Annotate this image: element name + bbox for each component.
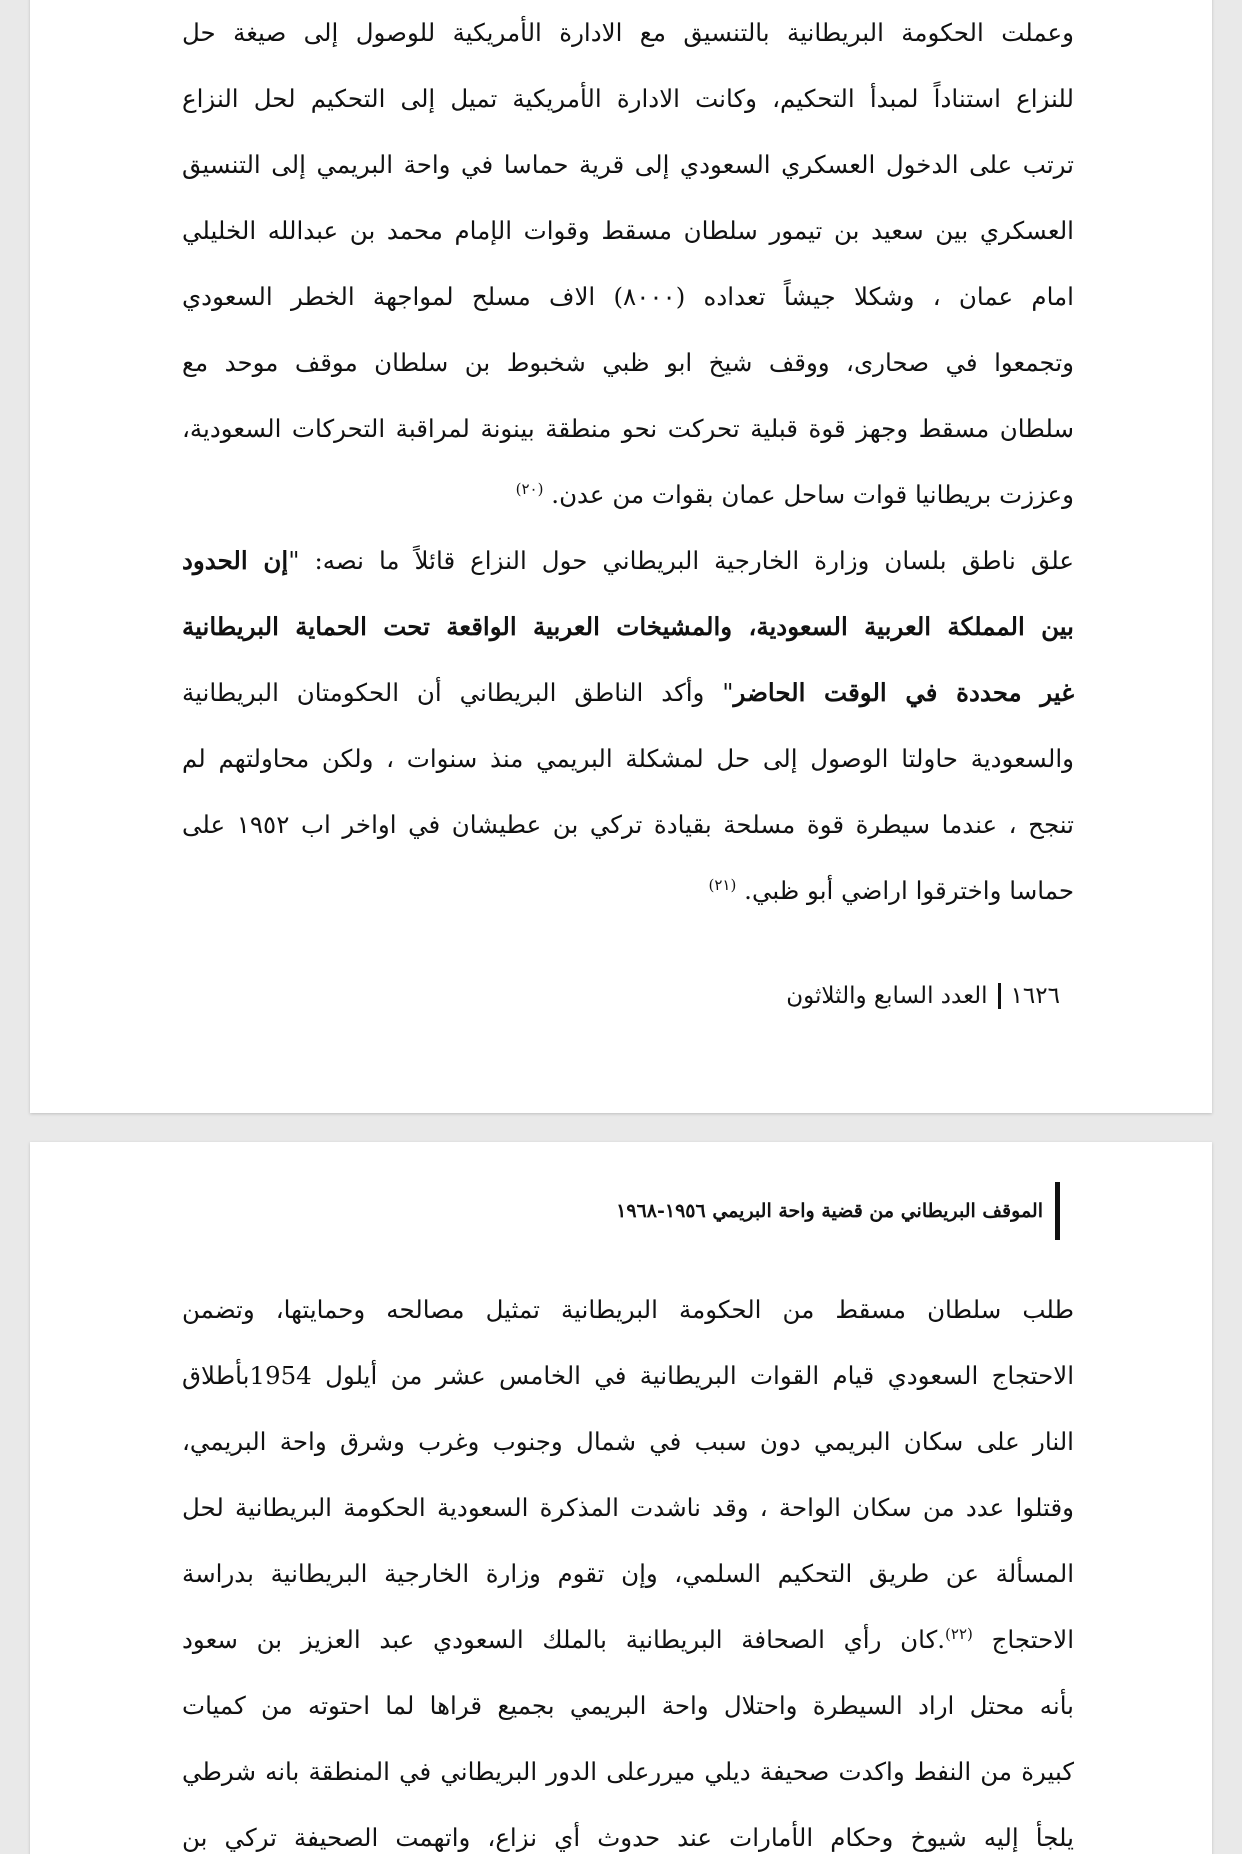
text-line: وعملت الحكومة البريطانية بالتنسيق مع الادارة الأمريكية للوصول إلى صيغة حل <box>182 18 1074 47</box>
text-line <box>182 462 1074 528</box>
text-line: يلجأ إليه شيوخ وحكام الأمارات عند حدوث أي نزاع، واتهمت الصحيفة تركي بن <box>182 1823 1074 1852</box>
line-text: الاحتجاج <box>991 1625 1074 1654</box>
page-number: ١٦٢٦ <box>1010 983 1060 1009</box>
footer-divider <box>998 983 1001 1009</box>
text-line <box>182 660 1074 726</box>
line-text: " وأكد الناطق البريطاني أن الحكومتان البريطانية <box>182 678 734 707</box>
text-line: المسألة عن طريق التحكيم السلمي، وإن تقوم وزارة الخارجية البريطانية بدراسة <box>182 1559 1074 1588</box>
quoted-bold-line: بين المملكة العربية السعودية، والمشيخات العربية الواقعة تحت الحماية البريطانية <box>182 612 1074 641</box>
page-footer <box>786 983 1060 1009</box>
text-line: بأنه محتل اراد السيطرة واحتلال واحة البريمي بجميع قراها لما احتوته من كميات <box>182 1691 1074 1720</box>
footnote-marker: (٢١) <box>708 875 737 894</box>
text-line: كبيرة من النفط واكدت صحيفة ديلي ميررعلى الدور البريطاني في المنطقة بانه شرطي <box>182 1757 1074 1786</box>
line-text: .كان رأي الصحافة البريطانية بالملك السعودي عبد العزيز بن سعود <box>182 1625 946 1654</box>
page-2-body-text <box>182 1277 1074 1854</box>
footnote-marker: (٢٢) <box>945 1624 973 1643</box>
text-line: وقتلوا عدد من سكان الواحة ، وقد ناشدت المذكرة السعودية الحكومة البريطانية لحل <box>182 1493 1074 1522</box>
text-line <box>182 528 1074 594</box>
running-head <box>616 1182 1060 1240</box>
text-line: سلطان مسقط وجهز قوة قبلية تحركت نحو منطقة بينونة لمراقبة التحركات السعودية، <box>182 414 1074 443</box>
text-line: العسكري بين سعيد بن تيمور سلطان مسقط وقوات الإمام محمد بن عبدالله الخليلي <box>182 216 1074 245</box>
line-text: حماسا واخترقوا اراضي أبو ظبي. <box>744 876 1074 905</box>
page-1-body-text <box>182 0 1074 924</box>
footnote-marker: (٢٠) <box>515 479 544 498</box>
text-line: النار على سكان البريمي دون سبب في شمال وجنوب وغرب وشرق واحة البريمي، <box>182 1427 1074 1456</box>
text-line: امام عمان ، وشكلا جيشاً تعداده (٨٠٠٠) الاف مسلح لمواجهة الخطر السعودي <box>182 282 1074 311</box>
text-line: تنجح ، عندما سيطرة قوة مسلحة بقيادة تركي بن عطيشان في اواخر اب ١٩٥٢ على <box>182 810 1074 839</box>
running-head-title: الموقف البريطاني من قضية واحة البريمي ١٩٥٦-١٩٦٨ <box>616 1200 1043 1222</box>
text-line: طلب سلطان مسقط من الحكومة البريطانية تمثيل مصالحه وحمايتها، وتضمن <box>182 1295 1074 1324</box>
text-line: الاحتجاج السعودي قيام القوات البريطانية في الخامس عشر من أيلول 1954بأطلاق <box>182 1361 1074 1390</box>
text-line: وتجمعوا في صحارى، ووقف شيخ ابو ظبي شخبوط بن سلطان موقف موحد مع <box>182 348 1074 377</box>
text-line: للنزاع استناداً لمبدأ التحكيم، وكانت الادارة الأمريكية تميل إلى التحكيم لحل النزاع <box>182 84 1074 113</box>
document-page-2 <box>30 1142 1212 1854</box>
issue-label: العدد السابع والثلاثون <box>786 983 988 1009</box>
quoted-bold-text: غير محددة في الوقت الحاضر <box>733 678 1074 707</box>
text-line: ترتب على الدخول العسكري السعودي إلى قرية حماسا في واحة البريمي إلى التنسيق <box>182 150 1074 179</box>
quoted-bold-text: إن الحدود <box>182 546 289 575</box>
line-text: علق ناطق بلسان وزارة الخارجية البريطاني حول النزاع قائلاً ما نصه: " <box>288 546 1074 575</box>
text-line: والسعودية حاولتا الوصول إلى حل لمشكلة البريمي منذ سنوات ، ولكن محاولتهم لم <box>182 744 1074 773</box>
text-line <box>182 858 1074 924</box>
document-page-1 <box>30 0 1212 1113</box>
line-text: وعززت بريطانيا قوات ساحل عمان بقوات من عدن. <box>551 480 1074 509</box>
running-head-bar <box>1055 1182 1060 1240</box>
text-line <box>182 1607 1074 1673</box>
